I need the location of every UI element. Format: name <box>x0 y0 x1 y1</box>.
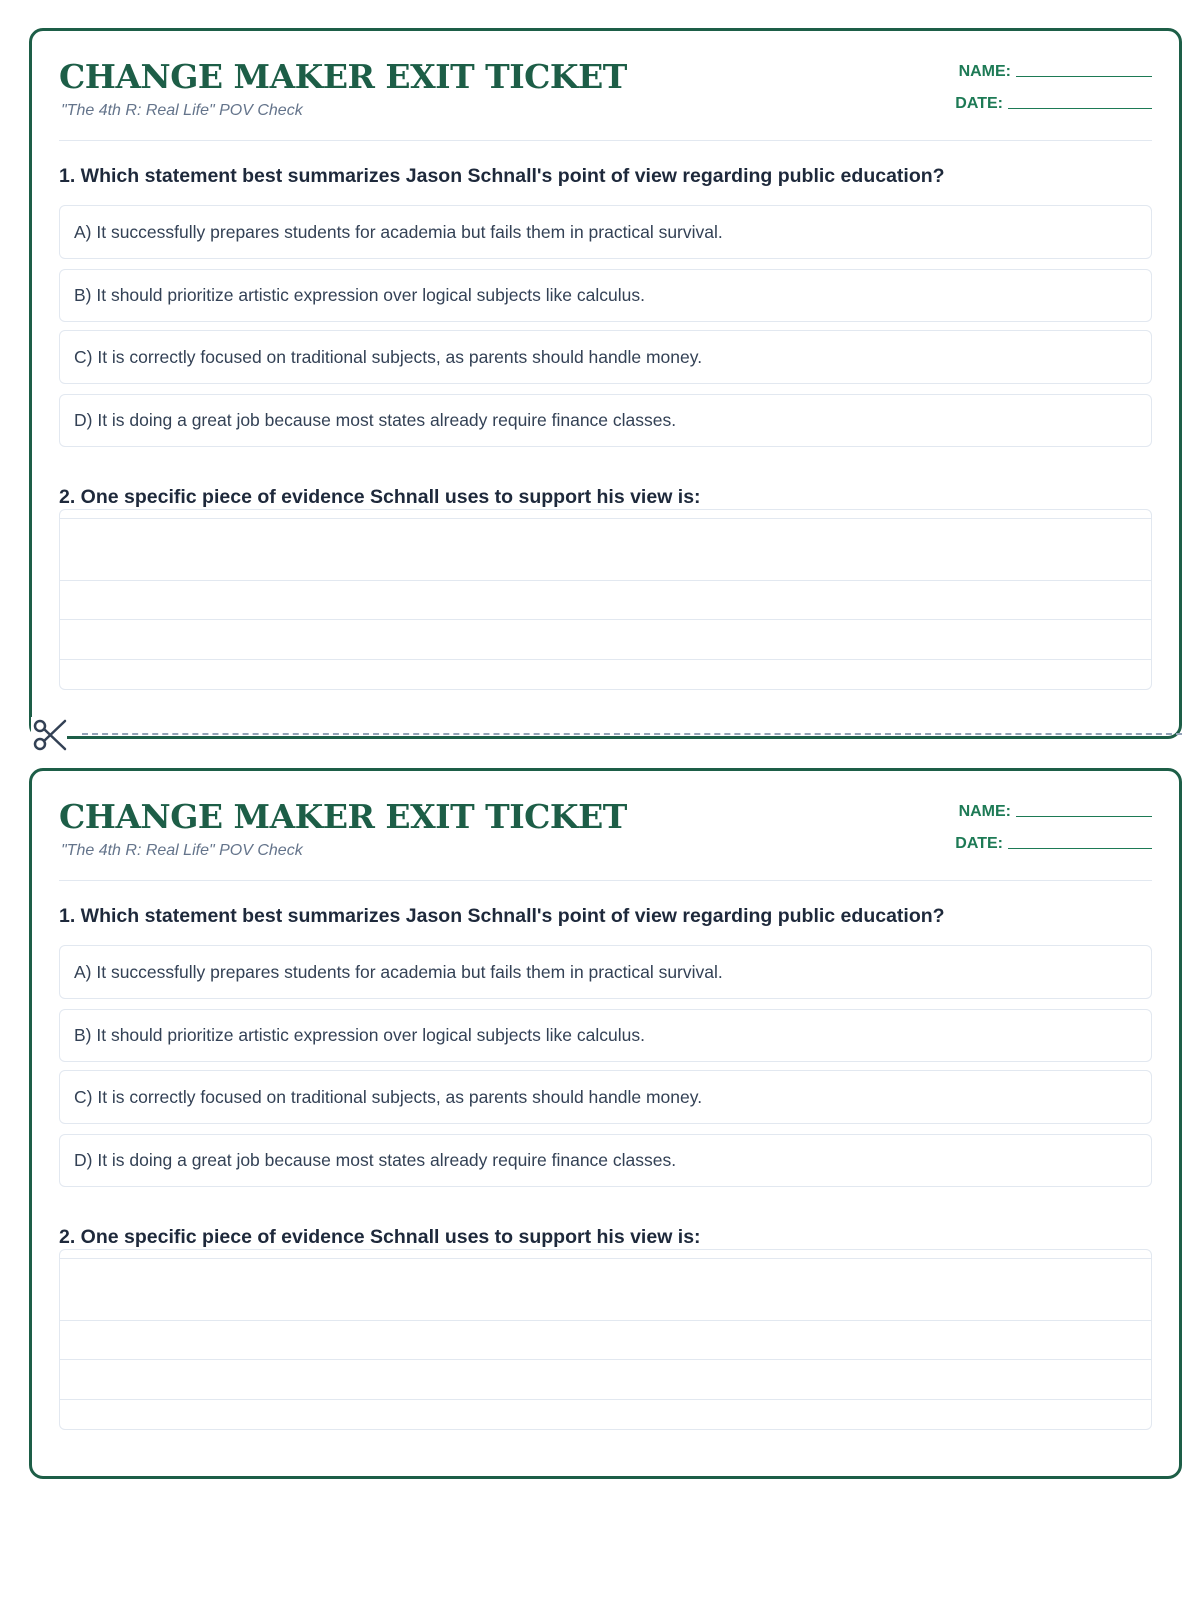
ticket-header <box>59 795 1152 881</box>
name-field[interactable] <box>959 799 1152 821</box>
question-1: 1. Which statement best summarizes Jason Schnall's point of view regarding public education? <box>59 905 945 927</box>
ticket-title: CHANGE MAKER EXIT TICKET <box>59 57 627 96</box>
answer-option-c[interactable]: C) It is correctly focused on traditional subjects, as parents should handle money. <box>59 1070 1152 1124</box>
date-field[interactable] <box>955 831 1152 853</box>
answer-option-b[interactable]: B) It should prioritize artistic expression over logical subjects like calculus. <box>59 1009 1152 1062</box>
cut-line <box>82 733 1182 735</box>
date-field[interactable] <box>955 91 1152 113</box>
exit-ticket <box>29 28 1182 739</box>
answer-line <box>60 518 1151 519</box>
question-1: 1. Which statement best summarizes Jason Schnall's point of view regarding public education? <box>59 165 945 187</box>
name-field[interactable] <box>959 59 1152 81</box>
date-label: DATE: <box>955 835 1003 852</box>
answer-option-d[interactable]: D) It is doing a great job because most states already require finance classes. <box>59 394 1152 447</box>
date-label: DATE: <box>955 95 1003 112</box>
ticket-title: CHANGE MAKER EXIT TICKET <box>59 797 627 836</box>
name-label: NAME: <box>958 803 1011 820</box>
name-blank-line[interactable] <box>1016 815 1152 817</box>
answer-line <box>60 580 1151 581</box>
answer-option-d[interactable]: D) It is doing a great job because most states already require finance classes. <box>59 1134 1152 1187</box>
name-label: NAME: <box>958 63 1011 80</box>
question-2: 2. One specific piece of evidence Schnall uses to support his view is: <box>59 486 701 508</box>
answer-option-c[interactable]: C) It is correctly focused on traditional subjects, as parents should handle money. <box>59 330 1152 384</box>
ticket-header <box>59 55 1152 141</box>
name-blank-line[interactable] <box>1016 75 1152 77</box>
scissors-icon <box>31 717 67 753</box>
written-answer-box[interactable] <box>59 1249 1152 1430</box>
answer-line <box>60 659 1151 660</box>
date-blank-line[interactable] <box>1008 847 1152 849</box>
exit-ticket <box>29 768 1182 1479</box>
question-2: 2. One specific piece of evidence Schnall uses to support his view is: <box>59 1226 701 1248</box>
answer-option-b[interactable]: B) It should prioritize artistic expression over logical subjects like calculus. <box>59 269 1152 322</box>
written-answer-box[interactable] <box>59 509 1152 690</box>
answer-option-a[interactable]: A) It successfully prepares students for academia but fails them in practical survival. <box>59 945 1152 999</box>
ticket-subtitle: "The 4th R: Real Life" POV Check <box>61 102 303 119</box>
date-blank-line[interactable] <box>1008 107 1152 109</box>
answer-line <box>60 619 1151 620</box>
answer-line <box>60 1258 1151 1259</box>
answer-line <box>60 1320 1151 1321</box>
answer-option-a[interactable]: A) It successfully prepares students for academia but fails them in practical survival. <box>59 205 1152 259</box>
ticket-subtitle: "The 4th R: Real Life" POV Check <box>61 842 303 859</box>
answer-line <box>60 1359 1151 1360</box>
answer-line <box>60 1399 1151 1400</box>
